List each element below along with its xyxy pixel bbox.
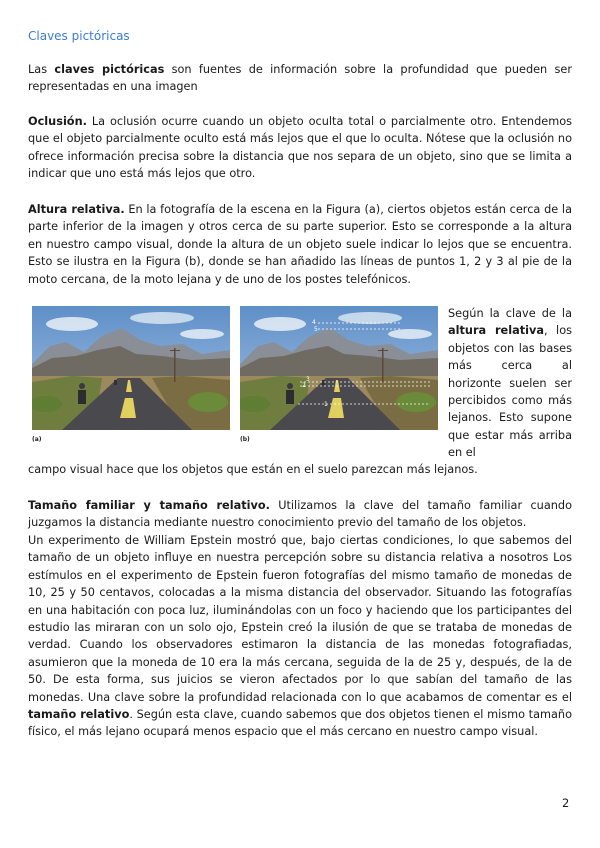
line-label-2: 2 xyxy=(302,382,306,389)
figure-b-label: (b) xyxy=(240,436,250,443)
figure-a-photo xyxy=(32,306,230,430)
oclusion-title: Oclusión. xyxy=(28,115,87,128)
line-label-4: 4 xyxy=(312,319,316,326)
section-heading: Claves pictóricas xyxy=(28,29,130,43)
road-scene-annotated-image xyxy=(240,306,438,430)
epstein-paragraph: Un experimento de William Epstein mostró que, bajo ciertas condiciones, lo que sabemos del tamaño de un objeto influye en nuestra percepción sobre su distancia relativa a nosotros Los estímulos en el experimento de Epstein fueron fotografías del mismo tamaño de monedas de 10, 25 y 50 centavos, colocadas a la misma distancia del observador. Situando las fotografías en una habitación con poca luz, iluminándolas con un foco y haciendo que los participantes del estudio las miraran con un solo ojo, Epstein creó la ilusión de que se trataba de monedas de verdad. Cuando los observadores estimaron la distancia de las monedas fotografiadas, asumieron que la moneda de 10 era la más cercana, seguida de la de 25 y, después, de la de 50. De esta forma, sus juicios se vieron afectados por lo que sabían del tamaño de las monedas. Una clave sobre la profundidad relacionada con lo que acabamos de comentar es el tamaño relativo. Según esta clave, cuando sabemos que dos objetos tienen el mismo tamaño físico, el más lejano ocupará menos espacio que el más cercano en nuestro campo visual. xyxy=(28,534,573,739)
altura-paragraph: Altura relativa. En la fotografía de la escena en la Figura (a), ciertos objetos están cerca de la parte inferior de la imagen y otros cerca de su parte superior. Esto se corresponde a la altura en nuestro campo visual, donde la altura de un objeto suele indicar lo lejos que se encuentra. Esto se ilustra en la Figura (b), donde se han añadido las líneas de puntos 1, 2 y 3 al pie de la moto cercana, de la moto lejana y de uno de los postes telefónicos. xyxy=(28,203,572,286)
line-label-3: 3 xyxy=(306,376,310,383)
tamano-relativo-term: tamaño relativo xyxy=(28,708,130,722)
figure-a-label: (a) xyxy=(32,436,42,443)
side-bold-term: altura relativa xyxy=(448,324,544,338)
intro-paragraph: Las claves pictóricas son fuentes de información sobre la profundidad que pueden ser representadas en una imagen xyxy=(28,63,573,94)
page-number: 2 xyxy=(562,796,570,810)
tamano-paragraph: Tamaño familiar y tamaño relativo. Utilizamos la clave del tamaño familiar cuando juzgamos la distancia mediante nuestro conocimiento previo del tamaño de los objetos. xyxy=(28,499,572,530)
line-label-1: 1 xyxy=(324,401,328,408)
figure-b-photo xyxy=(240,306,438,430)
side-paragraph: Según la clave de la altura relativa, los objetos con las bases más cerca al horizonte suelen ser percibidos como más lejanos. Esto supone que estar más arriba en el xyxy=(448,307,572,460)
tamano-title: Tamaño familiar y tamaño relativo. xyxy=(28,499,270,512)
road-scene-image xyxy=(32,306,230,430)
side-paragraph-continuation: campo visual hace que los objetos que están en el suelo parezcan más lejanos. xyxy=(28,463,478,476)
intro-bold-term: claves pictóricas xyxy=(54,63,165,76)
line-label-5: 5 xyxy=(314,326,318,333)
altura-title: Altura relativa. xyxy=(28,203,125,216)
oclusion-paragraph: Oclusión. La oclusión ocurre cuando un objeto oculta total o parcialmente otro. Entendemos que el objeto parcialmente oculto está más lejos que el que lo oculta. Nótese que la oclusión no ofrece información precisa sobre la distancia que nos separa de un objeto, sino que se limita a indicar que uno está más lejos que otro. xyxy=(28,115,572,181)
